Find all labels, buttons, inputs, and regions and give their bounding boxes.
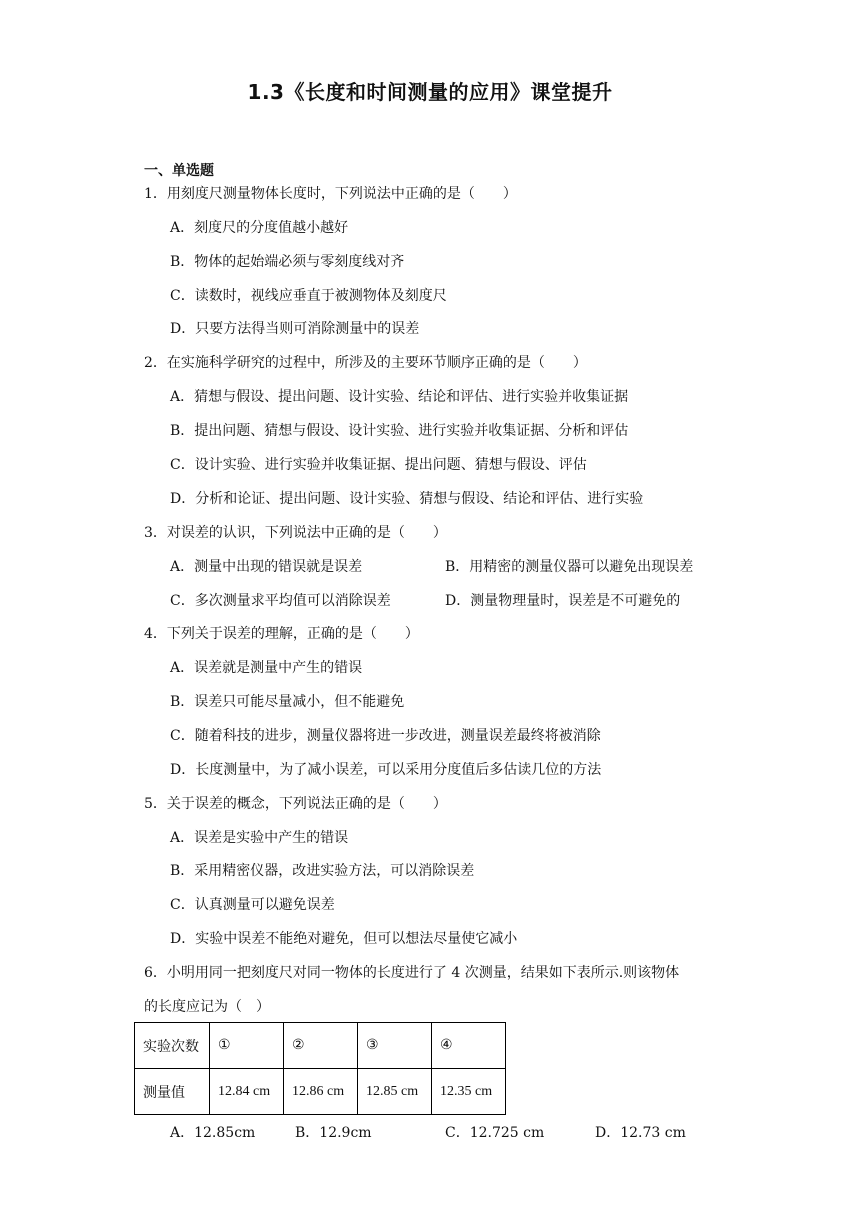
table-cell: 12.35 cm [432,1069,506,1115]
question-1-option-d[interactable]: D．只要方法得当则可消除测量中的误差 [170,321,420,337]
question-3-stem: 3．对误差的认识，下列说法中正确的是（ ） [144,525,447,541]
question-6-option-b[interactable]: B．12.9cm [295,1125,372,1141]
question-6-option-a[interactable]: A．12.85cm [170,1125,256,1141]
table-cell: ① [210,1023,284,1069]
table-cell: ② [284,1023,358,1069]
question-3-option-b[interactable]: B．用精密的测量仪器可以避免出现误差 [445,559,694,575]
table-cell: 12.86 cm [284,1069,358,1115]
table-header-cell: 实验次数 [135,1023,210,1069]
question-5-option-d[interactable]: D．实验中误差不能绝对避免，但可以想法尽量使它减小 [170,931,518,947]
question-2-option-a[interactable]: A．猜想与假设、提出问题、设计实验、结论和评估、进行实验并收集证据 [170,389,629,405]
question-3-option-a[interactable]: A．测量中出现的错误就是误差 [170,559,363,575]
question-1-option-b[interactable]: B．物体的起始端必须与零刻度线对齐 [170,254,405,270]
table-row [135,1069,506,1115]
table-cell: ③ [358,1023,432,1069]
question-1-option-a[interactable]: A．刻度尺的分度值越小越好 [170,220,349,236]
question-5-option-b[interactable]: B．采用精密仪器，改进实验方法，可以消除误差 [170,863,475,879]
table-header-cell: 测量值 [135,1069,210,1115]
question-6-stem-line-2: 的长度应记为（ ） [144,999,270,1015]
question-2-option-b[interactable]: B．提出问题、猜想与假设、设计实验、进行实验并收集证据、分析和评估 [170,423,629,439]
table-row [135,1023,506,1069]
question-4-option-a[interactable]: A．误差就是测量中产生的错误 [170,660,363,676]
section-heading: 一、单选题 [144,163,214,179]
question-5-option-a[interactable]: A．误差是实验中产生的错误 [170,830,349,846]
question-5-stem: 5．关于误差的概念，下列说法正确的是（ ） [144,796,447,812]
table-cell: ④ [432,1023,506,1069]
table-cell: 12.84 cm [210,1069,284,1115]
question-6-option-d[interactable]: D．12.73 cm [595,1125,686,1141]
question-6-stem-line-1: 6．小明用同一把刻度尺对同一物体的长度进行了 4 次测量，结果如下表所示.则该物体 [144,965,680,981]
question-6-option-c[interactable]: C．12.725 cm [445,1125,545,1141]
question-4-option-b[interactable]: B．误差只可能尽量减小，但不能避免 [170,694,405,710]
question-3-option-c[interactable]: C．多次测量求平均值可以消除误差 [170,593,391,609]
question-3-option-d[interactable]: D．测量物理量时，误差是不可避免的 [445,593,681,609]
page-title: 1.3《长度和时间测量的应用》课堂提升 [247,80,613,104]
question-4-option-d[interactable]: D．长度测量中，为了减小误差，可以采用分度值后多估读几位的方法 [170,762,602,778]
question-4-option-c[interactable]: C．随着科技的进步，测量仪器将进一步改进，测量误差最终将被消除 [170,728,601,744]
question-4-stem: 4．下列关于误差的理解，正确的是（ ） [144,626,419,642]
measurement-table [134,1022,506,1115]
question-5-option-c[interactable]: C．认真测量可以避免误差 [170,897,335,913]
question-1-option-c[interactable]: C．读数时，视线应垂直于被测物体及刻度尺 [170,288,447,304]
question-1-stem: 1．用刻度尺测量物体长度时，下列说法中正确的是（ ） [144,186,517,202]
question-2-option-c[interactable]: C．设计实验、进行实验并收集证据、提出问题、猜想与假设、评估 [170,457,587,473]
question-2-option-d[interactable]: D．分析和论证、提出问题、设计实验、猜想与假设、结论和评估、进行实验 [170,491,644,507]
question-2-stem: 2．在实施科学研究的过程中，所涉及的主要环节顺序正确的是（ ） [144,355,587,371]
table-cell: 12.85 cm [358,1069,432,1115]
